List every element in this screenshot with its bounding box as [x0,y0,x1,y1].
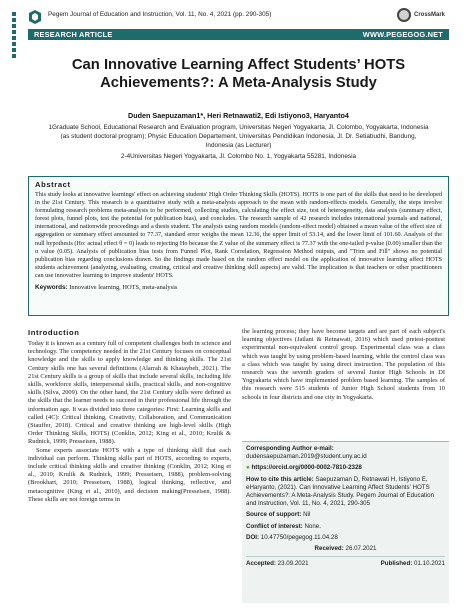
abstract-heading: Abstract [35,180,71,189]
corresponding-label: Corresponding Author e-mail: [246,445,334,452]
affiliation-line-1: 1Graduate School, Educational Research and Evaluation program, Universitas Negeri Yogyakarta, Jl. Colombo, Yogyakarta, Indonesia [48,124,429,131]
doi-row [246,534,445,542]
cite-label: How to cite this article: [246,475,314,483]
published-value: 01.10.2021 [414,560,445,568]
journal-line: Pegem Journal of Education and Instruction, Vol. 11, No. 4, 2021 (pp. 290-305) [48,11,272,18]
dates-row [246,556,445,568]
published-date [381,560,445,568]
crossmark-icon [397,8,411,22]
crossmark-label: CrossMark [414,12,446,18]
introduction-text [28,340,231,504]
received-value: 26.07.2021 [345,545,377,553]
corresponding-email-link[interactable]: dudensaepuzaman.2019@student.uny.ac.id [246,453,367,461]
affiliation-line-2: (as student doctoral program); Physic Education Departement, Universitas Pendidikan Indonesia, Jl. Dr. Setiabudhi, Bandung, [60,133,417,140]
orcid-row [246,464,445,472]
doi-link[interactable]: 10.47750/pegegog.11.04.28 [260,533,338,541]
orcid-icon: ● [246,464,250,472]
keywords [35,284,442,291]
article-type: RESEARCH ARTICLE [34,30,113,39]
source-of-support [246,511,445,519]
left-column [28,328,231,504]
article-info-box [242,441,449,603]
article-title [28,56,449,92]
keywords-value: Innovative learning, HOTS, meta-analysis [69,284,178,292]
abstract-body: This study looks at innovative learnings' effect on achieving students' High Order Thinking Skills (HOTS). HOTS is one part of the skills that need to be developed in the 21st Century. This research is a quantitative study with a meta-analysis approach to the mean with random-effects models. Generally, the steps involve formulating research problems meta-analysis to be performed, collecting studies, calculating the effect size, test of heterogeneity, data analysis (summary effect, forest plots, funnel plots, test the potential for publication bias), and concludes. The research sample of 42 research includes international journals and national, international, and nationwide proceedings and a thesis student. The analysis using random models (random-effect model) obtained a mean value of the effect size of aggregation or summary effect amounted to 77.37, standard error weighs the mean 12.36, the upper limit of 53.14, and the lower limit of 101.60. Analysis of the null hypothesis (Ho: actual effect θ = 0) leads to rejecting Ho because the Z value of the summary effect is 77.37 with the one-tailed p-value (0.00) smaller than the α value (0.05). Analysis of publication bias tests from Funnel Plot, Rank Correlation, Regression Method outputs, and "Trim and Fill" shows no potential publication bias regarding conclusions drawn. So the findings made based on the random effect model on the application of innovative learning affect HOTS students achievement (analyzing, evaluating, creating, critical and creative thinking skill aspects) are valid. The implication is that teachers or other practitioners can use innovative learning to improve students' HOTS. [35,191,442,279]
side-decoration [9,12,19,62]
keywords-label: Keywords: [35,284,68,292]
right-column-text [242,328,445,402]
crossmark-badge[interactable] [397,8,445,22]
author-list: Duden Saepuzaman1*, Heri Retnawati2, Edi Istiyono3, Haryanto4 [128,111,349,120]
introduction-heading: Introduction [28,328,80,337]
published-label: Published: [380,560,413,568]
affiliation-line-3: Indonesia (as Lecturer) [205,142,272,149]
doi-label: DOI: [246,533,260,541]
conflict-label: Conflict of interest: [246,522,303,530]
affiliation-line-4: 2-4Universitas Negeri Yogyakarta, Jl. Colombo No. 1, Yogyakarta 55281, Indonesia [120,153,357,160]
received-label: Received: [314,545,344,553]
accepted-value: 23.09.2021 [277,560,309,568]
corresponding-author [246,445,445,461]
title-line-2: Achievements?: A Meta-Analysis Study [100,75,377,91]
conflict-of-interest [246,523,445,531]
intro-paragraph: Some experts associate HOTS with a type of thinking skill that each individual can perform. Thinking skills part of HOTS, according to experts, include critical thinking skills and creative thinking (Conklin, 2012; King et al., 2010; Krulik & Rudnick, 1999; Presseisen, 1988), problem-solving (Brookhart, 2010; Presseisen, 1988), logical thinking, reflective, and metacognitive (King et al., 2010), and decision making(Presseisen, 1988). These skills are not foreign terms in [28,446,231,503]
support-label: Source of support: [246,511,302,519]
support-value: Nil [303,511,311,519]
cite-value: Saepuzaman D, Retnawati H, Istiyono E, eHaryanto, (2021). Can Innovative Learning Affect Students' HOTS Achievements?: A Meta-Analysis Study. Pegem Journal of Education and Instruction, Vol. 11, No. 4, 2021, 290-305 [246,475,435,508]
header-bar [28,29,449,40]
intro-continuation: the learning process; they have become targets and are part of each subject's learning objectives (Jailani & Retnawati, 2016) which used pretest-posttest experimental non-equivalent control group. Experimental class was a class which was taught by using problem-based learning, while the control class was a class which was taught by using direct instruction. The population of this research was the seventh graders of several Junior High Schools in DI Yogyakarta which have implemented problem based learning. The samples of this research were 515 students of Junior High School students from 10 schools in four districts and one city in Yogyakarta. [242,328,445,401]
conflict-value: None. [304,522,321,530]
right-column [242,328,445,402]
journal-logo-icon [28,9,42,25]
orcid-link[interactable]: https://orcid.org/0000-0002-7810-2328 [251,464,362,472]
accepted-date [246,560,309,568]
abstract-box [28,176,449,316]
journal-website-link[interactable]: WWW.PEGEGOG.NET [362,30,443,39]
citation [246,476,445,509]
accepted-label: Accepted: [246,560,276,568]
intro-paragraph: Today it is known as a century full of competent challenges both in science and technology. The competency needed in the 21st Century focuses on conceptual knowledge and the skills to apply knowledge and thinking skills. The 21st Century skills one has several definitions (Alarrah & Khataybeh, 2021). The 21st Century skills is a group of skills that include several skills, including life skills, workforce skills, interpersonal skills, practical skills, and non-cognitive skills (Silva, 2009). On the other hand, the 21st Century skills were defined as the skills that the learner needs to succeed in their professional life through the information age. It was divided into three categories: First: Learning skills and called (4C): Critical thinking, Creativity, Collaboration, and Communication (Stauffer, 2018). Critical and creative thinking are high-level skills (High Order Thinking Skills, HOTS) (Conklin, 2012; King et al., 2010; Krulik & Rudnick, 1999; Presseisen, 1988). [28,340,231,446]
title-line-1: Can Innovative Learning Affect Students’ HOTS [71,57,406,73]
received-date [246,545,445,553]
